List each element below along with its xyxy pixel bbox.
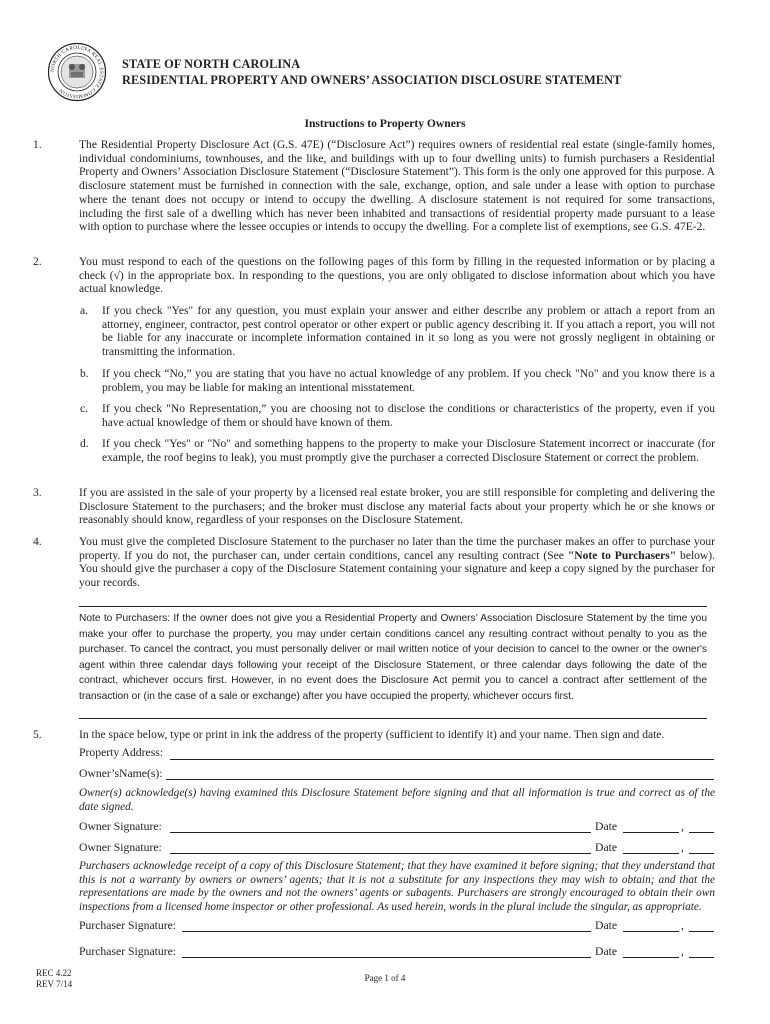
owner-date-comma-1: , — [681, 820, 684, 833]
item-5-number: 5. — [33, 729, 42, 741]
purchaser-date-label-2: Date — [595, 945, 618, 958]
owner-date-label-1: Date — [595, 820, 618, 833]
item-4-text-part-b: below). You should give the purchaser a copy of the Disclosure Statement containing your signature and keep a copy signed by the purchaser for your records. — [79, 549, 715, 590]
item-3-number: 3. — [33, 487, 42, 499]
subitem-a-text: If you check "Yes" for any question, you must explain your answer and either describe any problem or attach a report from an attorney, engineer, contractor, pest control operator or other expert or public agency describing it. If you attach a report, you will not be liable for any inaccurate or incomplete information contained in it so long as you were not grossly negligent in obtaining or transmitting the information. — [102, 305, 715, 359]
subitem-b-letter: b. — [80, 368, 89, 380]
owner-signature-line-1[interactable] — [170, 832, 591, 833]
subitem-d-letter: d. — [80, 438, 89, 450]
purchaser-date-line-1[interactable] — [623, 931, 679, 932]
note-to-purchasers-reference: "Note to Purchasers" — [567, 549, 677, 562]
owner-year-line-1[interactable] — [689, 832, 714, 833]
purchaser-year-line-2[interactable] — [689, 957, 714, 958]
purchaser-signature-label-1: Purchaser Signature: — [79, 919, 177, 932]
subitem-d-text: If you check "Yes" or "No" and something happens to the property to make your Disclosure Statement incorrect or inaccurate (for example, the roof begins to leak), you must promptly give the purchaser a corrected Disclosure Statement or correct the problem. — [102, 438, 715, 464]
form-code: REC 4.22 — [36, 968, 72, 978]
item-2-text: You must respond to each of the questions on the following pages of this form by filling in the requested information or by placing a check (√) in the appropriate box. In responding to the questions, you are only obligated to disclose information about which you have actual knowledge. — [79, 256, 715, 296]
subitem-b-text: If you check “No,” you are stating that you have no actual knowledge of any problem. If you check "No" and you know there is a problem, you may be liable for making an intentional misstatement. — [102, 368, 715, 394]
purchaser-acknowledgment: Purchasers acknowledge receipt of a copy of this Disclosure Statement; that they have examined it before signing; that they understand that this is not a warranty by owners or owners’ agents; that it is not a substitute for any inspections they may wish to obtain; and that the representations are made by the owners and not the owners’ agents or subagents. Purchasers are strongly encouraged to obtain their own inspections from a licensed home inspector or other professional. As used herein, words in the plural include the singular, as appropriate. — [79, 860, 715, 914]
seal-text: NORTH CAROLINA REAL ESTATE COMMISSION — [49, 44, 105, 100]
document-header — [122, 56, 621, 88]
header-state: STATE OF NORTH CAROLINA — [122, 57, 301, 71]
owner-signature-line-2[interactable] — [170, 853, 591, 854]
purchaser-signature-line-2[interactable] — [182, 957, 591, 958]
owner-acknowledgment: Owner(s) acknowledge(s) having examined this Disclosure Statement before signing and that all information is true and correct as of the date signed. — [79, 787, 715, 813]
note-top-rule — [79, 606, 707, 607]
property-address-line[interactable] — [170, 759, 714, 760]
subitem-c-text: If you check "No Representation,” you are choosing not to disclose the conditions or characteristics of the property, even if you have actual knowledge of them or should have known of them. — [102, 403, 715, 429]
owner-signature-label-1: Owner Signature: — [79, 820, 162, 833]
purchaser-date-line-2[interactable] — [623, 957, 679, 958]
property-address-label: Property Address: — [79, 746, 164, 759]
note-bottom-rule — [79, 718, 707, 719]
owner-year-line-2[interactable] — [689, 853, 714, 854]
owner-date-line-1[interactable] — [623, 832, 679, 833]
header-form-title: RESIDENTIAL PROPERTY AND OWNERS’ ASSOCIATION DISCLOSURE STATEMENT — [122, 73, 622, 87]
item-2-number: 2. — [33, 256, 42, 268]
note-to-purchasers-text: Note to Purchasers: If the owner does not give you a Residential Property and Owners’ Association Disclosure Statement by the time you make your offer to purchase the property, you may under certain conditions cancel any resulting contract without penalty to you as the purchaser. To cancel the contract, you must personally deliver or mail written notice of your decision to cancel to the owner or the owner's agent within three calendar days following your receipt of the Disclosure Statement, or three calendar days following the date of the contract, whichever occurs first. However, in no event does the Disclosure Act permit you to cancel a contract after settlement of the transaction or (in the case of a sale or exchange) after you have occupied the property, whichever occurs first. — [79, 613, 707, 702]
item-1-text: The Residential Property Disclosure Act (G.S. 47E) (“Disclosure Act”) requires owners of residential real estate (single-family homes, individual condominiums, townhouses, and the like, and buildings with up to four dwelling units) to furnish purchasers a Residential Property and Owners’ Association Disclosure Statement (“Disclosure Statement”). This form is the only one approved for this purpose. A disclosure statement must be furnished in connection with the sale, exchange, option, and sale under a lease with option to purchase where the tenant does not occupy or intend to occupy the dwelling. A disclosure statement is not required for some transactions, including the first sale of a dwelling which has never been inhabited and transactions of residential property made pursuant to a lease with option to purchase where the lessee occupies or intends to occupy the dwelling. For a complete list of exemptions, see G.S. 47E-2. — [79, 139, 715, 234]
item-4-text-part-a: You must give the completed Disclosure Statement to the purchaser no later than the time the purchaser makes an offer to purchase your property. If you do not, the purchaser can, under certain conditions, cancel any resulting contract (See — [79, 536, 715, 562]
owner-date-line-2[interactable] — [623, 853, 679, 854]
purchaser-date-comma-2: , — [681, 945, 684, 958]
item-4-text — [79, 536, 715, 591]
purchaser-signature-line-1[interactable] — [182, 931, 591, 932]
owners-name-label: Owner’sName(s): — [79, 767, 163, 780]
owner-date-label-2: Date — [595, 841, 618, 854]
owner-signature-label-2: Owner Signature: — [79, 841, 162, 854]
item-4-number: 4. — [33, 536, 42, 548]
item-3-text: If you are assisted in the sale of your property by a licensed real estate broker, you are still responsible for completing and delivering the Disclosure Statement to the purchasers; and the broker must disclose any material facts about your property which he or she knows or reasonably should know, regardless of your responses on the Disclosure Statement. — [79, 487, 715, 527]
form-revision: REV 7/14 — [36, 979, 73, 989]
subitem-a-letter: a. — [80, 305, 89, 317]
commission-seal — [47, 42, 107, 102]
note-to-purchasers-box — [79, 606, 707, 719]
owner-date-comma-2: , — [681, 841, 684, 854]
subitem-c-letter: c. — [80, 403, 89, 415]
page-number: Page 1 of 4 — [364, 973, 406, 983]
item-1-number: 1. — [33, 139, 42, 151]
purchaser-year-line-1[interactable] — [689, 931, 714, 932]
owners-name-line[interactable] — [166, 779, 714, 780]
instructions-title: Instructions to Property Owners — [304, 117, 466, 130]
item-5-text: In the space below, type or print in ink the address of the property (sufficient to identify it) and your name. Then sign and date. — [79, 729, 665, 741]
purchaser-date-comma-1: , — [681, 919, 684, 932]
purchaser-date-label-1: Date — [595, 919, 618, 932]
purchaser-signature-label-2: Purchaser Signature: — [79, 945, 177, 958]
